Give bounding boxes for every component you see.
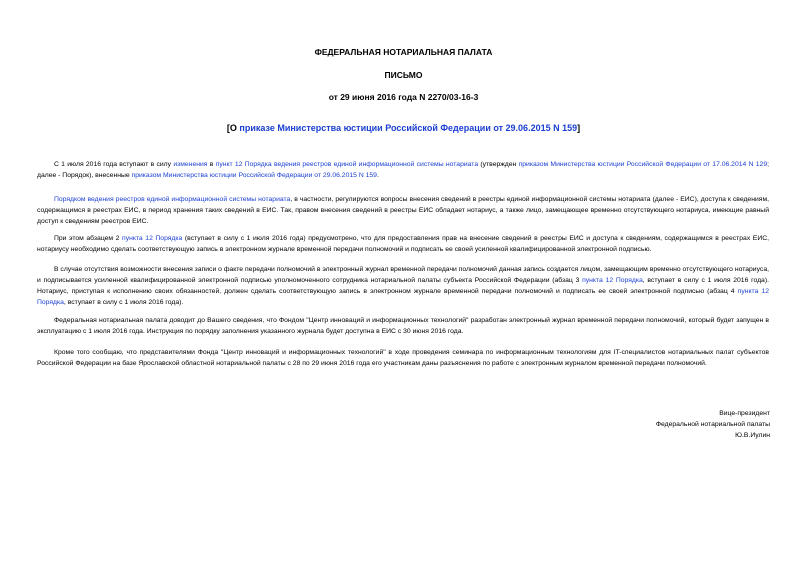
paragraph-5: Федеральная нотариальная палата доводит до Вашего сведения, что Фондом "Центр инноваций и информационных технологий" разработан электронный журнал временной передачи полномочий, который будет запущен в эксплуатацию с 1 июля 2016 года. Инструкция по порядку заполнения указанного журнала будет доступна в ЕИС с 30 июня 2016 года. xyxy=(37,317,769,335)
p2-text-1: , в частности, регулируются вопросы внесения сведений в реестры единой информационной системы нотариата (далее - ЕИС), доступа к сведениям, содержащимся в реестрах ЕИС, в период хранения таких сведений в ЕИС. Так, правом внесения сведений в реестры ЕИС обладает нотариус, а также лицо, замещающее временно отсутствующего нотариуса, имеющие равный доступ к сведениям реестров ЕИС. xyxy=(37,196,769,225)
p1-link-order-129[interactable]: приказом Министерства юстиции Российской Федерации от 17.06.2014 N 129 xyxy=(518,161,768,168)
p4-text-3: , вступает в силу с 1 июля 2016 года). xyxy=(63,299,184,306)
signature-name: Ю.В.Иулин xyxy=(735,432,770,439)
p1-text-1: С 1 июля 2016 года вступают в силу xyxy=(54,161,174,168)
signature-position: Вице-президент xyxy=(719,410,770,417)
signature-organization: Федеральной нотариальной палаты xyxy=(655,421,770,428)
document-date-number: от 29 июня 2016 года N 2270/03-16-3 xyxy=(328,92,479,102)
document-subject xyxy=(0,123,807,134)
paragraph-2 xyxy=(37,194,769,227)
paragraph-4 xyxy=(37,264,769,308)
p4-text-2: , вступает в силу с 1 июля 2016 года). Нотариус, приступая к исполнению своих обязанностей, должен сделать соответствующую запись в электронном журнале временной передачи полномочий и подписать ее своей электронной подписью (абзац 4 xyxy=(37,277,769,295)
subject-close: ] xyxy=(577,123,581,133)
p4-link-clause-12-a[interactable]: пункта 12 Порядка xyxy=(582,277,643,284)
organization-title: ФЕДЕРАЛЬНАЯ НОТАРИАЛЬНАЯ ПАЛАТА xyxy=(314,47,493,57)
p1-link-clause-12[interactable]: пункт 12 Порядка ведения реестров единой информационной системы нотариата xyxy=(215,161,479,168)
signature-block xyxy=(656,408,770,441)
p1-text-4: ; далее - Порядок), внесенные xyxy=(37,161,769,179)
p1-text-3: (утвержден xyxy=(478,161,519,168)
paragraph-3 xyxy=(37,233,769,255)
p1-text-2: в xyxy=(207,161,216,168)
p2-link-procedure[interactable]: Порядком ведения реестров единой информационной системы нотариата xyxy=(54,196,291,203)
p1-link-order-159[interactable]: приказом Министерства юстиции Российской Федерации от 29.06.2015 N 159 xyxy=(131,172,377,179)
subject-open: [О xyxy=(226,123,240,133)
p4-text-1: В случае отсутствия возможности внесения записи о факте передачи полномочий в электронный журнал временной передачи полномочий данная запись создается лицом, замещающим временно отсутствующего нотариуса, и подписывается усиленной квалифицированной электронной подписью уполномоченного сотрудника нотариальной палаты субъекта Российской Федерации (абзац 3 xyxy=(37,266,769,284)
p3-text-1: При этом абзацем 2 xyxy=(54,235,123,242)
paragraph-6: Кроме того сообщаю, что представителями Фонда "Центр инноваций и информационных технологий" в ходе проведения семинара по информационным технологиям для IT-специалистов нотариальных палат субъектов Российской Федерации на базе Ярославской областной нотариальной палаты с 28 по 29 июня 2016 года его участникам даны разъяснения по работе с электронным журналом временной передачи полномочий. xyxy=(37,349,769,367)
p4-link-clause-12-b[interactable]: пункта 12 Порядка xyxy=(37,288,770,306)
p1-text-5: . xyxy=(376,172,379,179)
p3-link-clause-12[interactable]: пункта 12 Порядка xyxy=(122,235,183,242)
p1-link-changes[interactable]: изменения xyxy=(173,161,208,168)
subject-link[interactable]: приказе Министерства юстиции Российской Федерации от 29.06.2015 N 159 xyxy=(239,123,578,133)
p3-text-2: (вступает в силу с 1 июля 2016 года) предусмотрено, что для предоставления прав на внесение сведений в реестры ЕИС и доступа к сведениям, содержащимся в реестрах ЕИС, нотариусу необходимо сделать соответствующую запись в электронном журнале временной передачи полномочий и подписать ее своей усиленной квалифицированной электронной подписью. xyxy=(37,235,770,253)
document-type: ПИСЬМО xyxy=(384,70,423,80)
paragraph-1 xyxy=(37,159,769,181)
